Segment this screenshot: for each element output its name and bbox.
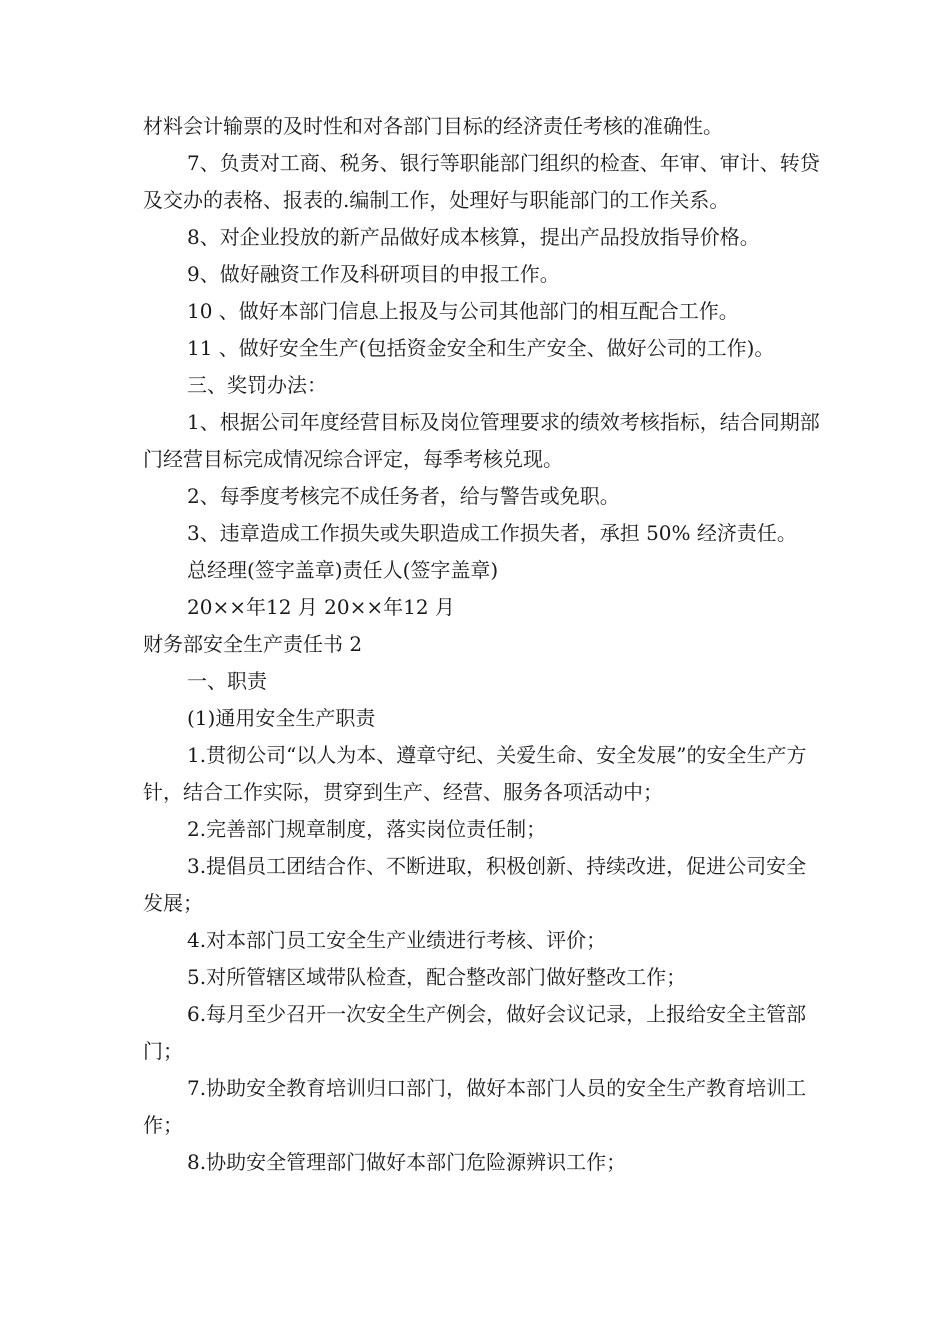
paragraph-general-6: 6.每月至少召开一次安全生产例会，做好会议记录，上报给安全主管部门； xyxy=(143,1002,807,1063)
paragraph-duty-10: 10 、做好本部门信息上报及与公司其他部门的相互配合工作。 xyxy=(187,299,739,323)
paragraph-general-1: 1.贯彻公司“以人为本、遵章守纪、关爱生命、安全发展”的安全生产方针，结合工作实际，贯穿到生产、经营、服务各项活动中； xyxy=(143,743,807,804)
subsection-heading-general: (1)通用安全生产职责 xyxy=(187,706,376,730)
paragraph-general-5: 5.对所管辖区域带队检查，配合整改部门做好整改工作； xyxy=(187,965,687,989)
paragraph-general-4: 4.对本部门员工安全生产业绩进行考核、评价； xyxy=(187,928,607,952)
section-heading-rewards: 三、奖罚办法： xyxy=(187,373,327,397)
paragraph-general-2: 2.完善部门规章制度，落实岗位责任制； xyxy=(187,817,547,841)
signature-line: 总经理(签字盖章)责任人(签字盖章) xyxy=(187,558,499,582)
paragraph-duty-7: 7、负责对工商、税务、银行等职能部门组织的检查、年审、审计、转贷及交办的表格、报表的.编制工作，处理好与职能部门的工作关系。 xyxy=(143,151,820,212)
paragraph-general-7: 7.协助安全教育培训归口部门，做好本部门人员的安全生产教育培训工作； xyxy=(143,1076,807,1137)
paragraph-reward-3: 3、违章造成工作损失或失职造成工作损失者，承担 50% 经济责任。 xyxy=(187,521,797,545)
document-body xyxy=(143,108,823,1181)
paragraph-reward-1: 1、根据公司年度经营目标及岗位管理要求的绩效考核指标，结合同期部门经营目标完成情况综合评定，每季考核兑现。 xyxy=(143,410,820,471)
paragraph-duty-8: 8、对企业投放的新产品做好成本核算，提出产品投放指导价格。 xyxy=(187,225,760,249)
paragraph-reward-2: 2、每季度考核完不成任务者，给与警告或免职。 xyxy=(187,484,620,508)
paragraph-general-3: 3.提倡员工团结合作、不断进取，积极创新、持续改进，促进公司安全发展； xyxy=(143,854,807,915)
paragraph-general-8: 8.协助安全管理部门做好本部门危险源辨识工作； xyxy=(187,1150,627,1174)
paragraph-duty-11: 11 、做好安全生产(包括资金安全和生产安全、做好公司的工作)。 xyxy=(187,336,775,360)
date-line: 20××年12 月 20××年12 月 xyxy=(187,595,455,619)
paragraph-continuation: 材料会计输票的及时性和对各部门目标的经济责任考核的准确性。 xyxy=(143,114,723,138)
paragraph-duty-9: 9、做好融资工作及科研项目的申报工作。 xyxy=(187,262,560,286)
document-title-2: 财务部安全生产责任书 2 xyxy=(143,632,363,656)
section-heading-duties: 一、职责 xyxy=(187,669,267,693)
